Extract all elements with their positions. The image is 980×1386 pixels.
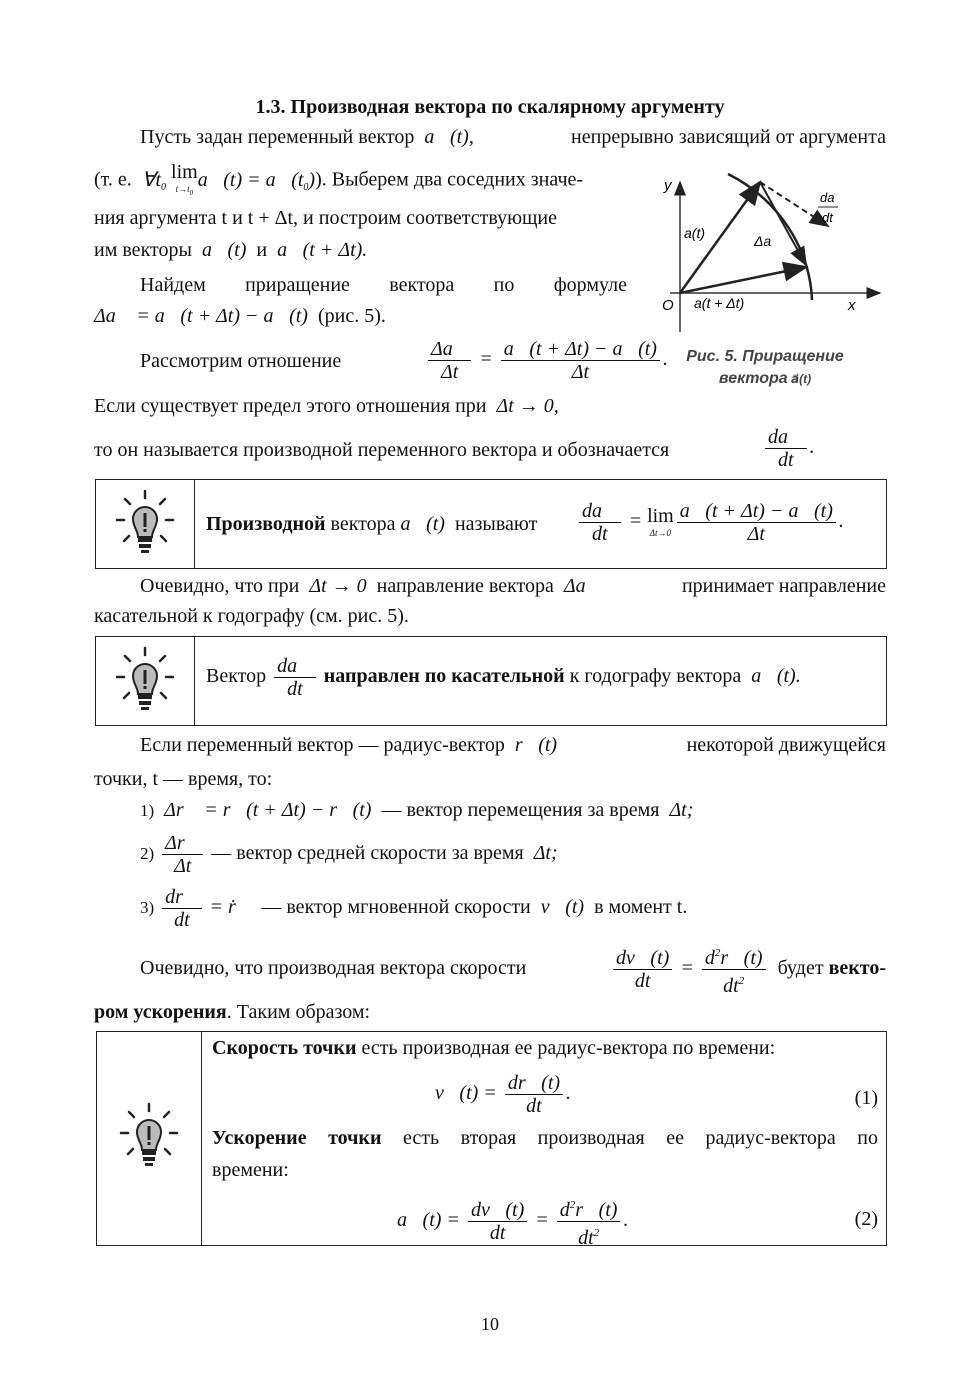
x-axis-label: x	[848, 297, 856, 314]
dadt-num-label: da	[820, 190, 835, 205]
p2-line1: Найдем приращение вектора по формуле	[140, 274, 627, 296]
tangent-text: Вектор $\frac{da⃗}{dt}$ направлен по касательной к годографу вектора a⃗(t).	[206, 655, 801, 700]
list-item-2: 2) $\frac{\Delta r⃗}{\Delta t}$ — вектор средней скорости за время Δt;	[140, 832, 558, 877]
a-t-dt-label: a(t + Δt)	[694, 295, 745, 311]
p1-line2: (т. е. $\forall t_0$ lim $t\to t_0$ a⃗(t) = $a⃗(t_0)$). Выберем два соседних значе-	[94, 161, 584, 197]
p1-line4: им векторы a⃗(t) и a⃗(t + Δt).	[94, 239, 368, 261]
definition-box-derivative: Производной вектора a⃗(t) называют $\frac{da⃗}{dt}$ = lim Δt→0 $\frac{a⃗(t + \Delta t) - a⃗(t)}{\Delta t}$ .	[95, 479, 887, 569]
kinematics-box	[96, 1031, 887, 1249]
a-t-label: a(t)	[684, 225, 705, 241]
acceleration-definition-line2: времени:	[212, 1159, 289, 1181]
lightbulb-icon	[113, 646, 177, 716]
equation-1-number: (1)	[854, 1087, 878, 1109]
p6-line1: Очевидно, что производная вектора скорости $\frac{dv⃗(t)}{dt}$ = $\frac{d^2r⃗(t)}{dt^2}$ будет векто-	[140, 942, 886, 992]
equation-2: a⃗(t) = $\frac{dv⃗(t)}{dt}$ = $\frac{d^2r⃗(t)}{dt^2}$ .	[397, 1194, 628, 1249]
acceleration-definition-line1: Ускорение точки есть вторая производная ее радиус-вектора по	[212, 1127, 879, 1149]
figure-5	[640, 160, 890, 400]
p3-line2: Если существует предел этого отношения при Δt → 0,	[94, 395, 559, 417]
equation-2-number: (2)	[854, 1208, 878, 1230]
p2-line2: Δa⃗ = a⃗(t + Δt) − a⃗(t) (рис. 5).	[94, 305, 386, 327]
page-number: 10	[481, 1314, 499, 1334]
lightbulb-icon	[113, 489, 177, 559]
velocity-definition: Скорость точки есть производная ее радиус-вектора по времени:	[212, 1037, 776, 1059]
p4-line1: Очевидно, что при Δt → 0 направление вектора Δa⃗ принимает направление	[140, 575, 886, 597]
origin-label: O	[662, 297, 674, 314]
y-axis-label: y	[664, 177, 672, 194]
p4-line2: касательной к годографу (см. рис. 5).	[94, 605, 409, 627]
dadt-den-label: dt	[822, 210, 833, 225]
p6-line2: ром ускорения. Таким образом:	[94, 1001, 371, 1023]
lightbulb-icon	[117, 1102, 181, 1172]
p5-line2: точки, t — время, то:	[94, 768, 273, 790]
figure-caption: Рис. 5. Приращение вектора a⃗(t)	[686, 348, 844, 387]
list-item-1: 1) Δr⃗ = r⃗(t + Δt) − r⃗(t) — вектор перемещения за время Δt;	[140, 799, 694, 821]
equation-1: v⃗(t) = $\frac{dr⃗(t)}{dt}$ .	[435, 1072, 572, 1117]
p1-line1: Пусть задан переменный вектор a⃗(t), непрерывно зависящий от аргумента	[140, 126, 886, 148]
p3-ratio-line: Рассмотрим отношение $\frac{\Delta a⃗}{\Delta t}$ = $\frac{a⃗(t + \Delta t) - a⃗(t)}{\Delta t}$ .	[140, 338, 668, 383]
p1-line3: ния аргумента t и t + Δt, и построим соответствующие	[94, 207, 557, 229]
p5-line1: Если переменный вектор — радиус-вектор r⃗(t) некоторой движущейся	[140, 734, 886, 756]
icon-cell	[96, 637, 195, 725]
delta-a-label: Δa	[754, 233, 772, 249]
section-title: 1.3. Производная вектора по скалярному аргументу	[255, 96, 725, 118]
list-item-3: 3) $\frac{dr⃗}{dt}$ = ṙ⃗ — вектор мгновенной скорости v⃗(t) в момент t.	[140, 886, 688, 931]
icon-cell	[96, 480, 195, 568]
tangent-box	[95, 636, 887, 726]
icon-cell	[97, 1032, 202, 1245]
